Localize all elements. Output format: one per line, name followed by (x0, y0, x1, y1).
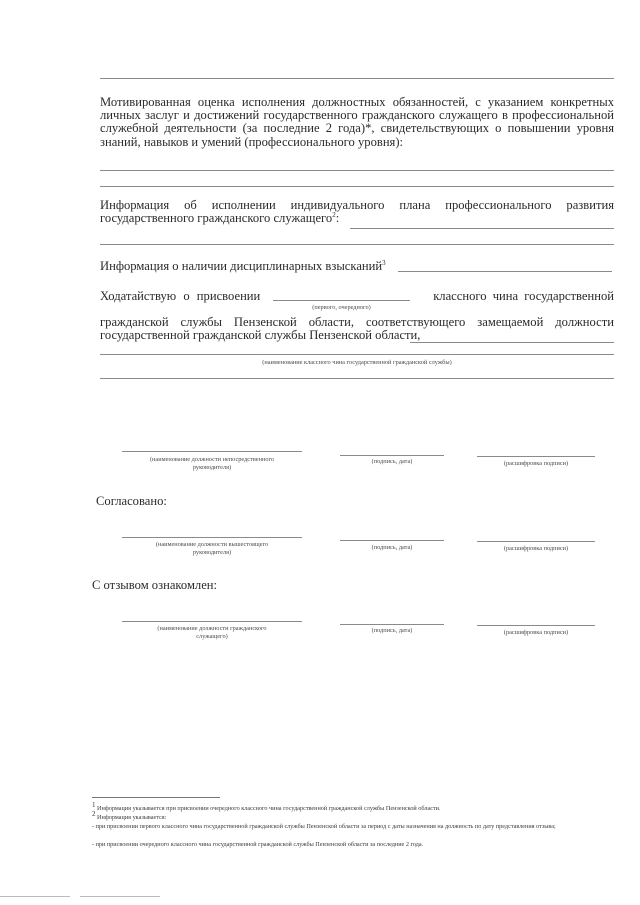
signature-line (340, 624, 444, 625)
petition-body: гражданской службы Пензенской области, соответствующего замещаемой должности государственной гражданской службы Пензенской области, (100, 315, 614, 343)
decode-hint: (расшифровка подписи) (503, 460, 569, 467)
first-hint: (первого, очередного) (312, 304, 371, 311)
decode-hint: (расшифровка подписи) (503, 629, 569, 636)
individual-plan-paragraph (100, 199, 614, 225)
blank-line (100, 78, 614, 79)
rank-hint: (наименование классного чина государственной гражданской службы) (262, 359, 452, 366)
footnote-number: 1 (92, 801, 96, 809)
edge-mark (0, 896, 70, 897)
footnote-2-a: - при присвоении первого классного чина государственной гражданской службы Пензенской области за период с даты назначения на должность по дату представления отзыва; (92, 823, 556, 830)
decode-line (477, 541, 595, 542)
footnote-text: Информация указывается при присвоении очередного классного чина государственной гражданской службы Пензенской области. (97, 805, 441, 813)
footnote-text: Информация указывается: (97, 814, 167, 822)
position-hint: (наименование должности гражданского служащего) (157, 625, 267, 640)
blank-line (100, 378, 614, 379)
footnote-2 (92, 810, 620, 822)
footnote-separator (92, 797, 220, 798)
decode-line (477, 625, 595, 626)
decode-hint: (расшифровка подписи) (503, 545, 569, 552)
individual-plan-suffix: : (335, 211, 340, 226)
position-hint: (наименование должности вышестоящего руководителя) (155, 541, 269, 556)
petition-lead: Ходатайствую о присвоении (100, 289, 261, 303)
discipline-label (100, 259, 386, 273)
petition-tail: классного чина государственной (433, 289, 614, 303)
blank-line (100, 170, 614, 171)
footnote-1 (92, 801, 620, 813)
fill-line (410, 342, 614, 343)
individual-plan-text: Информация об исполнении индивидуального плана профессионального развития государственного гражданского служащего (100, 198, 614, 226)
agreed-label: Согласовано: (96, 494, 167, 508)
sign-hint: (подпись, дата) (371, 458, 413, 465)
position-line (122, 451, 302, 452)
blank-line (100, 186, 614, 187)
fill-line (350, 228, 614, 229)
signature-line (340, 540, 444, 541)
decode-line (477, 456, 595, 457)
footnote-ref: 2 (332, 211, 336, 220)
footnote-number: 2 (92, 810, 96, 818)
position-line (122, 537, 302, 538)
position-hint: (наименование должности непосредственного руководителя) (149, 456, 275, 471)
position-line (122, 621, 302, 622)
sign-hint: (подпись, дата) (371, 627, 413, 634)
fill-line (273, 300, 410, 301)
discipline-text: Информация о наличии дисциплинарных взысканий (100, 259, 383, 273)
footnote-ref: 3 (382, 258, 386, 267)
edge-mark (80, 896, 160, 897)
sign-hint: (подпись, дата) (371, 544, 413, 551)
acquainted-label: С отзывом ознакомлен: (92, 578, 218, 592)
signature-line (340, 455, 444, 456)
motivation-paragraph: Мотивированная оценка исполнения должностных обязанностей, с указанием конкретных личных заслуг и достижений государственного гражданского служащего в профессиональной служебной деятельности (за последние 2 года)*, свидетельствующих о повышении уровня знаний, навыков и умений (профессионального уровня): (100, 95, 614, 149)
blank-line (100, 244, 614, 245)
blank-line (100, 354, 614, 355)
footnote-2-b: - при присвоении очередного классного чина государственной гражданской службы Пензенской области за последние 2 года. (92, 841, 424, 848)
fill-line (398, 271, 612, 272)
